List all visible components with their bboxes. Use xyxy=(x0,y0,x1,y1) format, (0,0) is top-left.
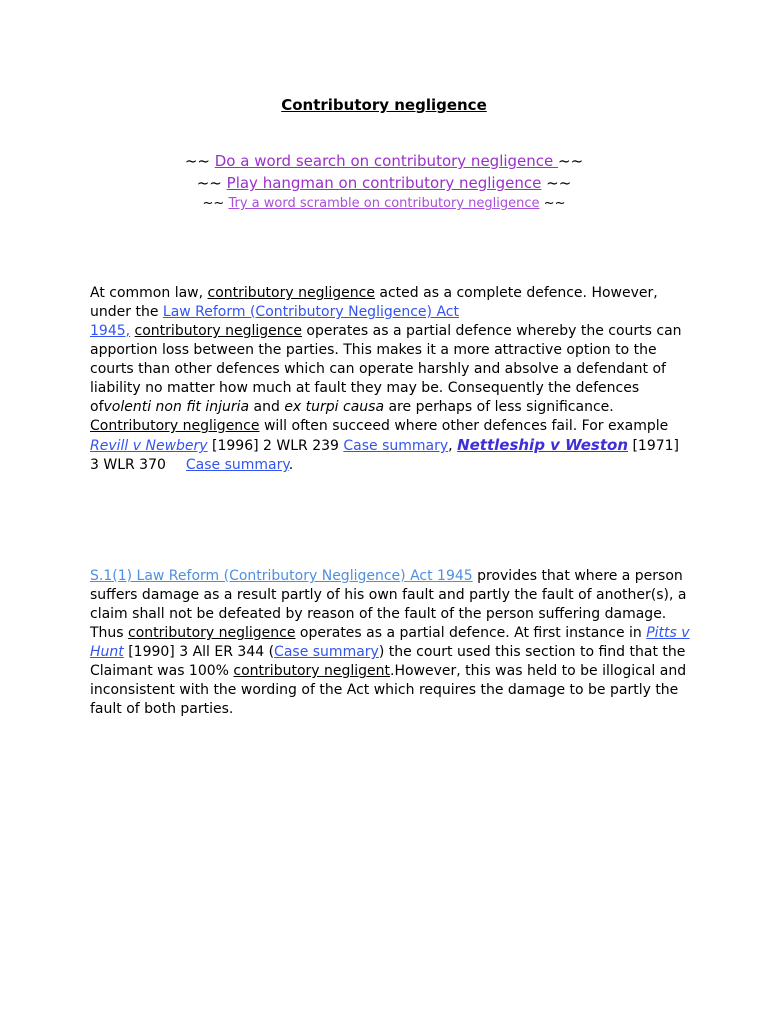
text: [1971] 3 WLR 370 xyxy=(90,438,680,473)
case-link-revill[interactable]: Revill v Newbery xyxy=(90,438,208,454)
text: .However, this was held to be illogical and inconsistent with the wording of the Act which requires the damage to be partly the fault of both parties. xyxy=(90,663,687,717)
term-contributory-negligence: contributory negligence xyxy=(128,625,296,641)
hangman-row xyxy=(0,172,768,194)
text: operates as a partial defence. At first instance in xyxy=(295,625,647,641)
case-link-pitts[interactable]: Pitts v Hunt xyxy=(90,625,690,660)
page-title: Contributory negligence xyxy=(281,96,487,114)
decor-right: ~~ xyxy=(543,196,566,211)
term-contributory-negligence: Contributory negligence xyxy=(90,418,260,434)
text: will often succeed where other defences fail. For example xyxy=(259,418,669,434)
decor-right: ~~ xyxy=(558,152,584,170)
decor-left: ~~ xyxy=(196,174,222,192)
term-volenti: volenti non fit injuria xyxy=(103,399,250,415)
word-search-link[interactable]: Do a word search on contributory negligence xyxy=(214,152,559,170)
decor-left: ~~ xyxy=(202,196,225,211)
word-search-row xyxy=(0,150,768,172)
term-ex-turpi: ex turpi causa xyxy=(284,399,385,415)
hangman-link[interactable]: Play hangman on contributory negligence xyxy=(226,174,542,192)
paragraph-common-law xyxy=(90,284,690,475)
act-link-year[interactable]: 1945, xyxy=(90,323,131,339)
decor-right: ~~ xyxy=(546,174,572,192)
term-contributory-negligence: contributory negligence xyxy=(134,323,302,339)
paragraph-section-1 xyxy=(90,567,690,719)
text: acted as a complete defence. However, under the xyxy=(90,285,658,320)
section-link[interactable]: S.1(1) Law Reform (Contributory Negligence) Act 1945 xyxy=(90,568,473,584)
activity-links xyxy=(0,150,768,213)
decor-left: ~~ xyxy=(184,152,210,170)
text: are perhaps of less significance. xyxy=(384,399,614,415)
case-summary-link[interactable]: Case summary xyxy=(185,457,289,473)
text: At common law, xyxy=(90,285,208,301)
word-scramble-row xyxy=(0,194,768,213)
text: and xyxy=(249,399,285,415)
text: operates as a partial defence whereby the courts can apportion loss between the parties. This makes it a more attractive option to the courts than other defences which can operate harshly and absolve a defendant of liability no matter how much at fault they may be. Consequently the defences of xyxy=(90,323,682,415)
act-link[interactable]: Law Reform (Contributory Negligence) Act xyxy=(162,304,459,320)
text: provides that where a person suffers damage as a result partly of his own fault and partly the fault of another(s), a claim shall not be defeated by reason of the fault of the person suffering damage. Thus xyxy=(90,568,687,641)
term-contributory-negligent: contributory negligent xyxy=(233,663,391,679)
text: [1990] 3 All ER 344 ( xyxy=(123,644,275,660)
word-scramble-link[interactable]: Try a word scramble on contributory negligence xyxy=(228,196,540,211)
text: [1996] 2 WLR 239 xyxy=(207,438,344,454)
text: , xyxy=(448,438,458,454)
case-link-nettleship[interactable]: Nettleship v Weston xyxy=(457,436,628,454)
case-summary-link[interactable]: Case summary xyxy=(274,644,379,660)
case-summary-link[interactable]: Case summary xyxy=(343,438,449,454)
text: ) the court used this section to find that the Claimant was 100% xyxy=(90,644,686,679)
term-contributory-negligence: contributory negligence xyxy=(207,285,375,301)
text: . xyxy=(288,457,294,473)
